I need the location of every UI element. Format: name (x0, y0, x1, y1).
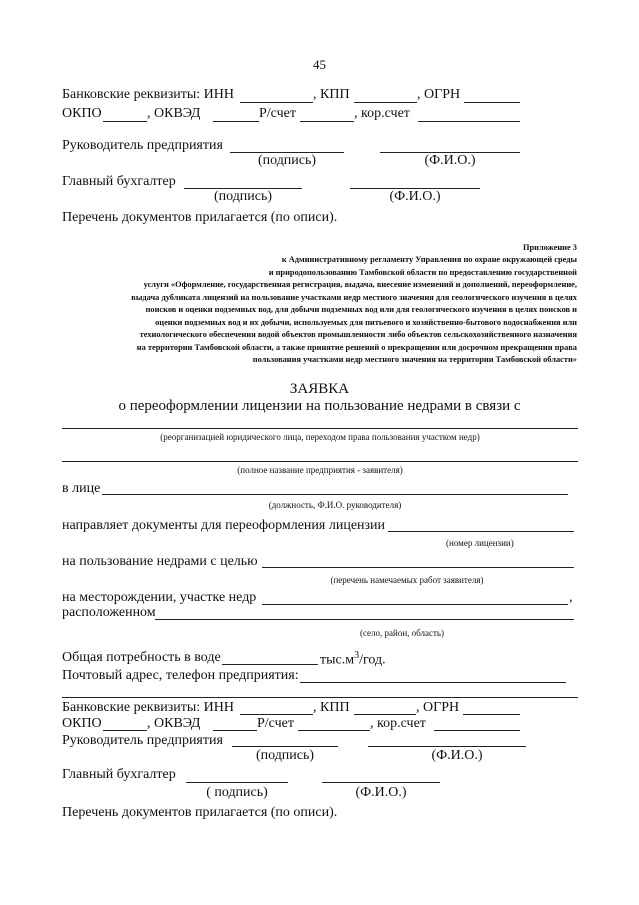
reason-caption: (реорганизацией юридического лица, переходом права пользования участком недр) (160, 432, 480, 442)
accountant-signature-caption: ( подпись) (206, 785, 268, 800)
position-caption: (должность, Ф.И.О. руководителя) (268, 500, 402, 510)
in-person-line (102, 494, 568, 495)
director-signature-caption: (подпись) (257, 153, 317, 168)
company-line (62, 461, 578, 462)
okpo-line (103, 121, 147, 122)
accountant-fio-caption: (Ф.И.О.) (355, 785, 407, 800)
account-label: Р/счет (257, 716, 294, 731)
deposit-label: на месторождении, участке недр (62, 590, 257, 605)
director-fio-line (368, 746, 526, 747)
bank-details-label: Банковские реквизиты: ИНН (62, 700, 234, 715)
corr-account-label: , кор.счет (370, 716, 426, 731)
okved-label: , ОКВЭД (147, 106, 201, 121)
appendix-line: выдача дубликата лицензий на пользование участками недр местного значения для геологического изучения в целях (131, 292, 577, 302)
accountant-fio-caption: (Ф.И.О.) (389, 189, 441, 204)
director-fio-caption: (Ф.И.О.) (424, 153, 476, 168)
works-caption: (перечень намечаемых работ заявителя) (330, 575, 484, 585)
director-fio-caption: (Ф.И.О.) (431, 748, 483, 763)
appendix-text (131, 254, 577, 367)
located-line (155, 619, 574, 620)
license-number-line (388, 531, 574, 532)
account-line (300, 121, 354, 122)
appendix-line: и природопользованию Тамбовской области по предоставлению государственной (268, 267, 577, 277)
sends-docs-label: направляет документы для переоформления лицензии (62, 518, 386, 533)
purpose-line (262, 567, 574, 568)
deposit-comma: , (569, 590, 573, 605)
ogrn-line (464, 102, 520, 103)
form-subtitle: о переоформлении лицензии на пользование недрами в связи с (118, 398, 521, 414)
postal-line (300, 682, 566, 683)
kpp-line (354, 714, 416, 715)
accountant-signature-line (186, 782, 288, 783)
located-label: расположенном (62, 605, 156, 620)
chief-accountant-label: Главный бухгалтер (62, 767, 176, 782)
deposit-line (262, 604, 568, 605)
okpo-label: ОКПО (62, 716, 102, 731)
kpp-label: , КПП (313, 700, 350, 715)
form-title: ЗАЯВКА (289, 381, 350, 397)
okved-line (213, 730, 257, 731)
appendix-line: на территории Тамбовской области, а также принятие решений о прекращении или досрочном прекращении права (136, 342, 577, 352)
account-label: Р/счет (259, 106, 296, 121)
okved-label: , ОКВЭД (147, 716, 201, 731)
postal-line-2 (62, 697, 578, 698)
page-number: 45 (313, 57, 326, 72)
water-need-label: Общая потребность в воде (62, 650, 221, 665)
license-number-caption: (номер лицензии) (446, 538, 514, 548)
appendix-line: технологического обеспечения водой объектов промышленности либо объектов сельскохозяйственного назначения (139, 330, 577, 339)
appendix-line: услуги «Оформление, государственная регистрация, выдача, внесение изменений и дополнений, переоформление, (143, 280, 577, 289)
corr-account-label: , кор.счет (354, 106, 410, 121)
in-person-label: в лице (62, 481, 101, 496)
kpp-label: , КПП (313, 87, 350, 102)
okpo-line (103, 730, 147, 731)
account-line (298, 730, 370, 731)
appendix-line: пользования участками недр местного значения на территории Тамбовской области» (252, 355, 577, 364)
okpo-label: ОКПО (62, 106, 102, 121)
accountant-signature-caption: (подпись) (213, 189, 273, 204)
corr-account-line (418, 121, 520, 122)
purpose-label: на пользование недрами с целью (62, 554, 258, 569)
okved-line (213, 121, 259, 122)
bank-details-label: Банковские реквизиты: ИНН (62, 87, 234, 102)
accountant-fio-line (322, 782, 440, 783)
director-label: Руководитель предприятия (62, 138, 223, 153)
inn-line (240, 102, 313, 103)
corr-account-line (434, 730, 520, 731)
appendix-line: к Административному регламенту Управления по охране окружающей среды (281, 255, 577, 264)
ogrn-line (463, 714, 520, 715)
director-label: Руководитель предприятия (62, 733, 223, 748)
reason-line (62, 428, 578, 429)
appendix-title: Приложение 3 (522, 243, 577, 252)
postal-label: Почтовый адрес, телефон предприятия: (62, 668, 299, 683)
kpp-line (354, 102, 417, 103)
appendix-line: поисков и оценки подземных вод, для добычи подземных вод или для геологического изучения в целях поисков и (145, 305, 577, 314)
inn-line (240, 714, 313, 715)
ogrn-label: , ОГРН (416, 700, 460, 715)
company-caption: (полное название предприятия - заявителя) (237, 465, 403, 475)
appendix-line: оценки подземных вод и их добычи, используемых для питьевого и хозяйственно-бытового водоснабжения или (155, 317, 577, 327)
water-unit: $тыс.м^3$/год. (320, 650, 386, 668)
location-caption: (село, район, область) (359, 628, 445, 638)
docs-attached-note: Перечень документов прилагается (по описи). (62, 805, 338, 820)
ogrn-label: , ОГРН (417, 87, 461, 102)
docs-attached-note: Перечень документов прилагается (по описи). (62, 210, 338, 225)
director-signature-line (232, 746, 338, 747)
director-signature-caption: (подпись) (255, 748, 315, 763)
water-need-line (222, 664, 318, 665)
chief-accountant-label: Главный бухгалтер (62, 174, 176, 189)
